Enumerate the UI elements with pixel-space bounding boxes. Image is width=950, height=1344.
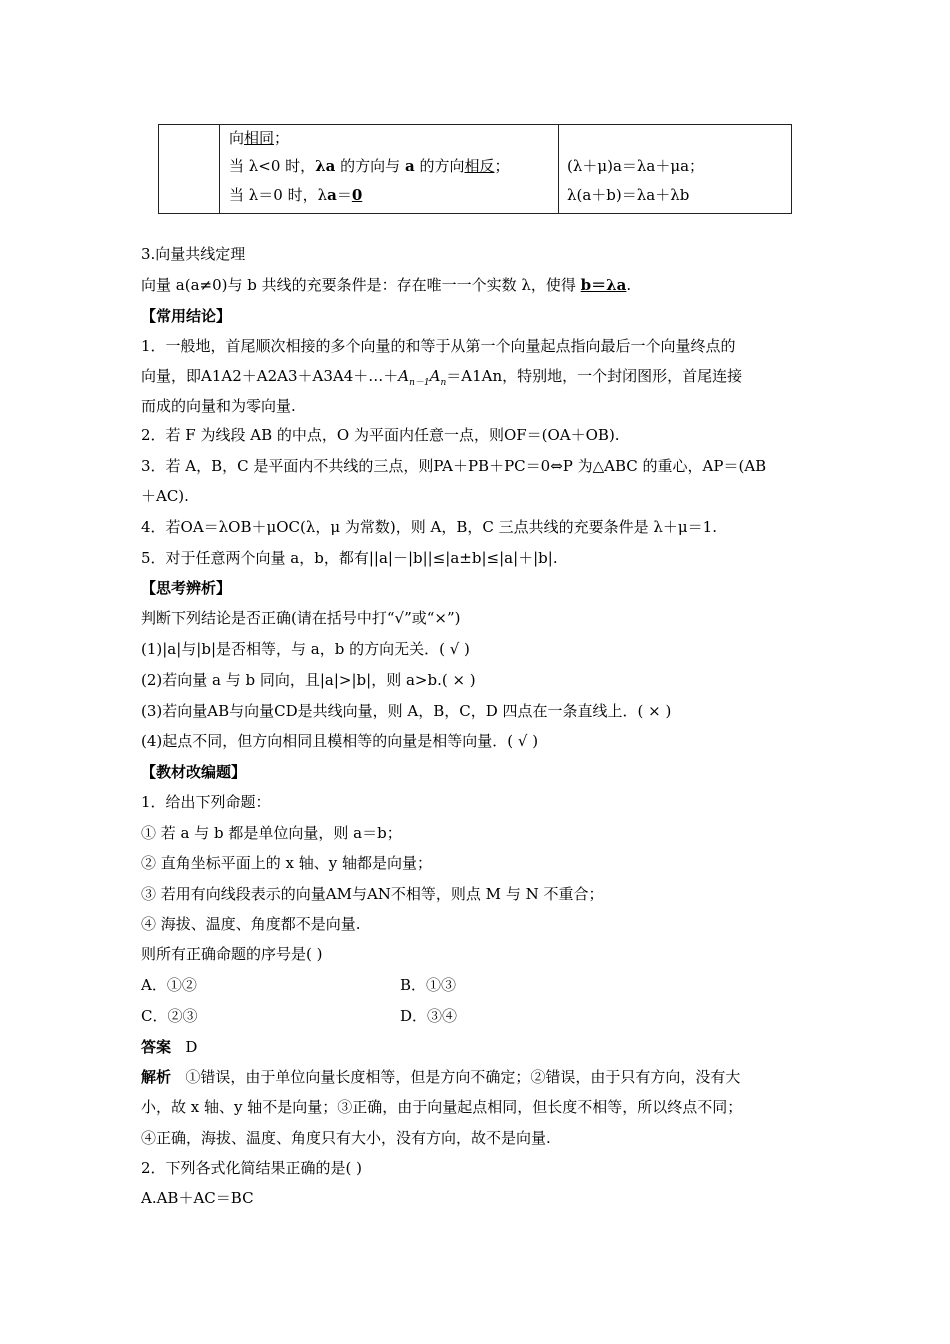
statement-4: ④ 海拔、温度、角度都不是向量.: [141, 915, 361, 933]
heading-textbook: 【教材改编题】: [141, 763, 247, 781]
section3-body: 向量 a(a≠0)与 b 共线的充要条件是：存在唯一一个实数 λ，使得 b＝λa.: [141, 276, 632, 294]
statement-1: ① 若 a 与 b 都是单位向量，则 a＝b；: [141, 824, 402, 842]
answer: 答案 D: [141, 1038, 198, 1056]
analysis-line2: 小，故 x 轴、y 轴不是向量；③正确，由于向量起点相同，但长度不相等，所以终点不同；: [141, 1098, 743, 1116]
table-law-2: λ(a＋b)＝λa＋λb: [567, 186, 690, 204]
problem-2-option-a: A.AB＋AC＝BC: [141, 1189, 254, 1207]
option-b: B．①③: [400, 976, 457, 994]
section3-title: 3.向量共线定理: [141, 245, 246, 263]
conclusion-1-line1: 1．一般地，首尾顺次相接的多个向量的和等于从第一个向量起点指向最后一个向量终点的: [141, 337, 736, 355]
option-a: A．①②: [141, 976, 197, 994]
problem-1-question: 则所有正确命题的序号是( ): [141, 945, 323, 963]
table-text-row2: 当 λ<0 时，λa 的方向与 a 的方向相反；: [229, 157, 510, 175]
conclusion-1-line3: 而成的向量和为零向量.: [141, 397, 296, 415]
thinking-q3: (3)若向量AB与向量CD是共线向量，则 A，B，C，D 四点在一条直线上．( × ): [141, 702, 672, 720]
conclusion-1-line2: 向量，即$A1A2+A2A3+A3A4+\dots+A_{n-1}A_n=A1An$，特别地，一个封闭图形，首尾连接: [141, 367, 743, 388]
analysis-line1: 解析 ①错误，由于单位向量长度相等，但是方向不确定；②错误，由于只有方向，没有大: [141, 1068, 741, 1086]
table-cell-empty: [159, 125, 220, 214]
conclusion-4: 4．若OA＝λOB＋μOC(λ，μ 为常数)，则 A，B，C 三点共线的充要条件是 λ＋μ＝1.: [141, 518, 717, 536]
table-text-row1: 向相同；: [229, 129, 290, 147]
thinking-q1: (1)|a|与|b|是否相等，与 a，b 的方向无关．( √ ): [141, 640, 470, 658]
heading-thinking: 【思考辨析】: [141, 579, 232, 597]
analysis-line3: ④正确，海拔、温度、角度只有大小，没有方向，故不是向量.: [141, 1129, 551, 1147]
table-text-row3: 当 λ＝0 时，λa＝0: [229, 186, 363, 204]
thinking-q2: (2)若向量 a 与 b 同向，且|a|>|b|，则 a>b.( × ): [141, 671, 476, 689]
table-law-1: (λ＋μ)a＝λa＋μa；: [567, 157, 705, 175]
heading-common-conclusions: 【常用结论】: [141, 307, 232, 325]
conclusion-3-line2: ＋AC).: [141, 487, 189, 505]
thinking-q4: (4)起点不同，但方向相同且模相等的向量是相等向量．( √ ): [141, 732, 539, 750]
conclusion-3-line1: 3．若 A，B，C 是平面内不共线的三点，则PA＋PB＋PC＝0⇔P 为△ABC 的重心，AP＝(AB: [141, 457, 767, 475]
statement-3: ③ 若用有向线段表示的向量AM与AN不相等，则点 M 与 N 不重合；: [141, 885, 604, 903]
problem-1-stem: 1．给出下列命题：: [141, 793, 271, 811]
conclusion-5: 5．对于任意两个向量 a，b，都有||a|－|b||≤|a±b|≤|a|＋|b|.: [141, 549, 558, 567]
problem-2-stem: 2．下列各式化简结果正确的是( ): [141, 1159, 363, 1177]
option-c: C．②③: [141, 1007, 198, 1025]
thinking-intro: 判断下列结论是否正确(请在括号中打“√”或“×”): [141, 609, 461, 627]
option-d: D．③④: [400, 1007, 458, 1025]
statement-2: ② 直角坐标平面上的 x 轴、y 轴都是向量；: [141, 854, 433, 872]
conclusion-2: 2．若 F 为线段 AB 的中点，O 为平面内任意一点，则OF＝(OA＋OB).: [141, 426, 620, 444]
